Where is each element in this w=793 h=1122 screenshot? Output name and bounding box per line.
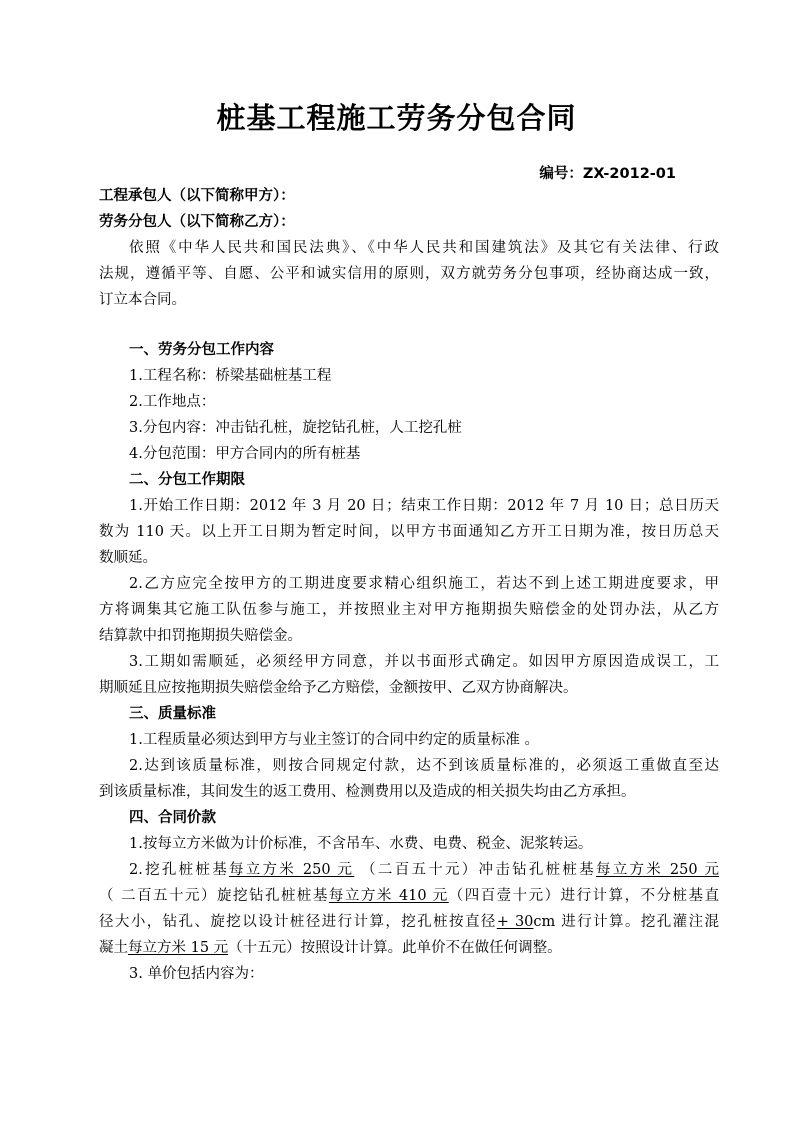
price-underlined: 每立方米 15 元: [128, 940, 229, 956]
section-heading: 三、质量标准: [129, 706, 216, 722]
text-line: [99, 935, 719, 961]
contract-body: [99, 183, 719, 987]
text-line: 数为 110 天。以上开工日期为暂定时间，以甲方书面通知乙方开工日期为准，按日历总天: [99, 524, 719, 540]
price-paragraph: [99, 857, 719, 961]
text-line: 数顺延。: [99, 550, 157, 566]
text-line: [99, 883, 719, 909]
text-run: 2.挖孔桩桩基: [129, 862, 229, 878]
section-heading: 一、劳务分包工作内容: [129, 342, 274, 358]
paragraph: [99, 753, 719, 805]
intro-line: 依照《中华人民共和国民法典》、《中华人民共和国建筑法》及其它有关法律、行政: [129, 240, 719, 256]
paragraph: [99, 649, 719, 701]
text-line: 2.乙方应完全按甲方的工期进度要求精心组织施工，若达不到上述工期进度要求，甲: [129, 576, 719, 592]
spacer: [99, 313, 719, 337]
text-line: 1.按每立方米做为计价标准，不含吊车、水费、电费、税金、泥浆转运。: [129, 836, 593, 852]
text-run: （四百壹十元）进行计算，不分桩基直: [448, 888, 720, 904]
list-item: 4.分包范围：甲方合同内的所有桩基: [129, 446, 361, 462]
price-underlined: 每立方米 250 元: [228, 862, 355, 878]
text-line: 结算款中扣罚拖期损失赔偿金。: [99, 628, 302, 644]
intro-paragraph: [99, 235, 719, 313]
list-item: 2.工作地点：: [129, 394, 216, 410]
section-heading: 四、合同价款: [129, 810, 216, 826]
party-a-label: 工程承包人（以下简称甲方）：: [99, 188, 295, 204]
text-line: 3. 单价包括内容为：: [129, 966, 264, 982]
text-line: 3.工期如需顺延，必须经甲方同意，并以书面形式确定。如因甲方原因造成误工，工: [129, 654, 719, 670]
diameter-underlined: + 30: [496, 914, 534, 930]
text-run: cm 进行计算。挖孔灌注混: [533, 914, 719, 930]
text-run: （二百五十元）冲击钻孔桩桩基: [354, 862, 596, 878]
list-item: 3.分包内容：冲击钻孔桩，旋挖钻孔桩，人工挖孔桩: [129, 420, 462, 436]
text-line: 2.达到该质量标准，则按合同规定付款，达不到该质量标准的，必须返工重做直至达: [129, 758, 719, 774]
paragraph: [99, 493, 719, 571]
text-line: 1.工程质量必须达到甲方与业主签订的合同中约定的质量标准 。: [129, 732, 539, 748]
section-heading: 二、分包工作期限: [129, 472, 245, 488]
text-run: 凝土: [99, 940, 128, 956]
text-run: 径大小，钻孔、旋挖以设计桩径进行计算，挖孔桩按直径: [99, 914, 497, 930]
text-run: （十五元）按照设计计算。此单价不在做任何调整。: [228, 940, 562, 956]
paragraph: [99, 571, 719, 649]
page-title: 桩基工程施工劳务分包合同: [216, 101, 577, 135]
text-line: [99, 909, 719, 935]
text-line: 期顺延且应按拖期损失赔偿金给予乙方赔偿，金额按甲、乙双方协商解决。: [99, 680, 578, 696]
intro-line: 订立本合同。: [99, 292, 186, 308]
list-item: 1.工程名称：桥梁基础桩基工程: [129, 368, 332, 384]
text-line: [99, 857, 719, 883]
text-run: （ 二百五十元）旋挖钻孔桩桩基: [99, 888, 329, 904]
text-line: 1.开始工作日期：2012 年 3 月 20 日；结束工作日期：2012 年 7 月 10 日；总日历天: [129, 498, 719, 514]
intro-line: 法规，遵循平等、自愿、公平和诚实信用的原则，双方就劳务分包事项，经协商达成一致，: [99, 266, 719, 282]
document-number: 编号：ZX-2012-01: [539, 166, 676, 182]
text-line: 方将调集其它施工队伍参与施工，并按照业主对甲方拖期损失赔偿金的处罚办法，从乙方: [99, 602, 719, 618]
price-underlined: 每立方米 410 元: [328, 888, 449, 904]
text-line: 到该质量标准，其间发生的返工费用、检测费用以及造成的相关损失均由乙方承担。: [99, 784, 636, 800]
price-underlined: 每立方米 250 元: [595, 862, 719, 878]
party-b-label: 劳务分包人（以下简称乙方）：: [99, 214, 295, 230]
